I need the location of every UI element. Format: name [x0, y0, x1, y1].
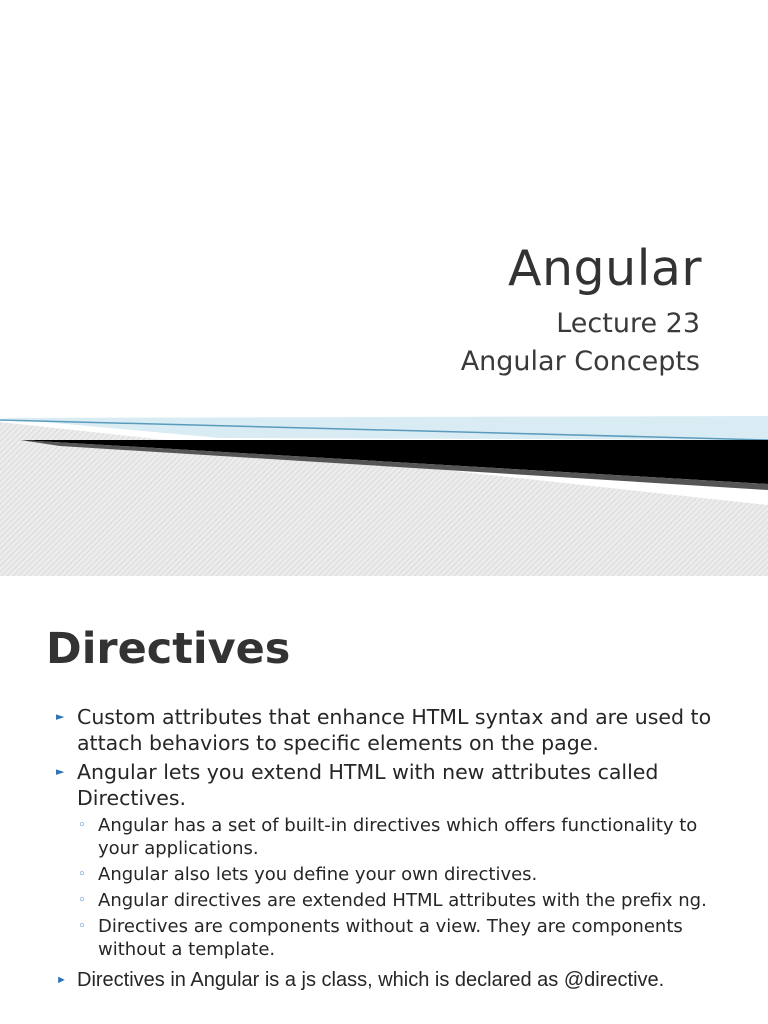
sub-bullet-circle-icon: ◦ [78, 893, 86, 908]
subtitle-lecture: Lecture 23 [556, 308, 700, 339]
sub-bullet-text: Directives are components without a view. They are components without a template. [98, 916, 683, 960]
sub-bullet-list [0, 814, 768, 961]
bullet-arrow-icon: ► [56, 710, 65, 723]
content-slide-title: Directives [46, 624, 291, 674]
bullet-list [0, 704, 768, 996]
content-slide [0, 576, 768, 1024]
sub-bullet-circle-icon: ◦ [78, 867, 86, 882]
bullet-text: Custom attributes that enhance HTML syntax and are used to attach behaviors to specific elements on the page. [77, 705, 712, 755]
sub-bullet-text: Angular has a set of built-in directives which offers functionality to your applications. [98, 815, 698, 859]
sub-bullet-text: Angular directives are extended HTML attributes with the prefix ng. [98, 890, 707, 911]
bullet-text: Angular lets you extend HTML with new attributes called Directives. [77, 760, 659, 810]
bullet-item [0, 704, 768, 756]
bullet-arrow-icon: ► [56, 974, 67, 986]
sub-bullet-group [0, 814, 768, 961]
subtitle-topic: Angular Concepts [460, 346, 700, 377]
slide-title: Angular [507, 240, 702, 297]
sub-bullet-item [0, 863, 768, 886]
sub-bullet-item [0, 814, 768, 860]
bullet-item [0, 967, 768, 993]
bullet-arrow-icon: ► [56, 765, 65, 778]
sub-bullet-item [0, 915, 768, 961]
bullet-text: Directives in Angular is a js class, which is declared as @directive. [77, 969, 665, 991]
sub-bullet-circle-icon: ◦ [78, 919, 86, 934]
bullet-item [0, 759, 768, 811]
sub-bullet-text: Angular also lets you define your own directives. [98, 864, 538, 885]
sub-bullet-circle-icon: ◦ [78, 818, 86, 833]
sub-bullet-item [0, 889, 768, 912]
